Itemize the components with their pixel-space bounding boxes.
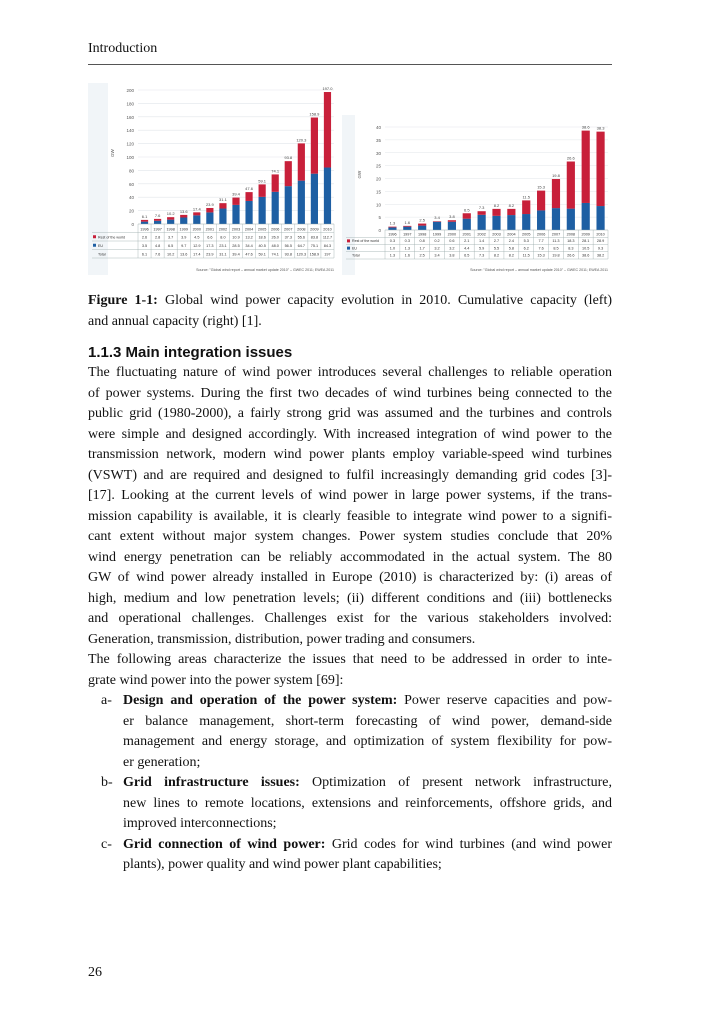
text-line: were simple and designed accordingly. With increased integration of wind power to the xyxy=(88,426,612,442)
text-line: GW of wind power already installed in Europe (2010) is characterized by: (i) areas of xyxy=(88,570,612,585)
table-cell: 3.9 xyxy=(181,235,187,240)
table-cell: 1.0 xyxy=(389,246,396,251)
table-cell: 47.6 xyxy=(245,252,253,257)
table-cell: 15.3 xyxy=(537,253,545,258)
table-cell: 56.5 xyxy=(284,244,292,248)
x-tick-label: 2002 xyxy=(218,227,228,232)
legend-label: EU xyxy=(352,246,357,251)
table-cell: 7.6 xyxy=(538,246,544,251)
bar-rest-of-world xyxy=(552,179,560,208)
table-cell: 84.3 xyxy=(323,244,332,248)
bar-rest-of-world xyxy=(259,184,266,196)
text-line: wind energy penetration can be reliably accommodated in the actual system. The 80 xyxy=(88,549,612,565)
text-line: transmission network, modern wind power plants employ variable-speed wind turbines xyxy=(88,447,612,462)
bar-eu xyxy=(507,215,515,230)
legend-label: Total xyxy=(98,252,106,257)
bar-rest-of-world xyxy=(582,131,590,203)
annual-capacity-chart xyxy=(342,115,618,275)
text-line xyxy=(123,732,612,753)
bar-total-label: 19.8 xyxy=(552,173,560,179)
bar-rest-of-world xyxy=(324,92,331,168)
bar-total-label: 38.3 xyxy=(596,125,605,131)
list-item xyxy=(88,691,612,773)
table-cell: 7.3 xyxy=(478,253,485,258)
bar-eu xyxy=(141,222,148,224)
header-rule xyxy=(88,64,612,65)
table-cell: 8.5 xyxy=(553,246,559,251)
table-cell: 39.4 xyxy=(232,252,240,257)
bar-total-label: 59.1 xyxy=(258,178,267,184)
bar-total-label: 74.1 xyxy=(271,168,280,174)
bar-total-label: 158.9 xyxy=(309,111,320,117)
table-cell: 4.4 xyxy=(464,246,470,251)
text-line: grate wind power into the power system [69]: xyxy=(88,672,344,688)
table-cell: 1.4 xyxy=(478,239,485,243)
bar-eu xyxy=(298,181,305,224)
bar-total-label: 26.6 xyxy=(566,155,575,161)
chart-background xyxy=(355,115,618,275)
y-tick-label: 40 xyxy=(128,195,134,201)
bar-total-label: 8.2 xyxy=(493,202,500,208)
bar-eu xyxy=(285,186,292,224)
table-cell: 37.3 xyxy=(284,235,292,240)
table-cell: 2.5 xyxy=(419,253,425,258)
bar-eu xyxy=(403,227,411,230)
table-cell: 48.0 xyxy=(271,244,279,248)
x-tick-label: 2009 xyxy=(581,232,590,237)
bar-eu xyxy=(232,205,239,224)
table-cell: 6.5 xyxy=(464,253,470,258)
table-cell: 13.2 xyxy=(245,235,253,240)
y-tick-label: 180 xyxy=(126,101,134,107)
y-tick-label: 30 xyxy=(375,150,381,156)
bar-eu xyxy=(448,222,456,230)
y-tick-label: 40 xyxy=(375,125,381,130)
bar-rest-of-world xyxy=(433,221,441,222)
x-tick-label: 2004 xyxy=(244,227,254,232)
table-cell: 12.9 xyxy=(193,244,201,248)
table-cell: 112.7 xyxy=(322,235,333,240)
legend-swatch xyxy=(347,247,350,250)
x-tick-label: 2006 xyxy=(536,232,546,237)
x-tick-label: 2007 xyxy=(551,232,561,237)
text-line xyxy=(123,814,612,835)
x-tick-label: 1997 xyxy=(153,227,162,232)
table-cell: 2.8 xyxy=(154,235,161,240)
bar-rest-of-world xyxy=(403,226,411,227)
bar-rest-of-world xyxy=(272,174,279,191)
caption-label: Figure 1-1: xyxy=(88,293,158,308)
y-tick-label: 10 xyxy=(375,202,381,208)
bar-rest-of-world xyxy=(418,224,426,226)
x-tick-label: 2005 xyxy=(522,232,531,237)
bar-rest-of-world xyxy=(463,213,471,218)
x-tick-label: 2003 xyxy=(231,227,241,232)
table-cell: 23.9 xyxy=(206,252,214,257)
table-cell: 4.5 xyxy=(194,235,200,240)
section-heading: 1.1.3 Main integration issues xyxy=(88,344,293,361)
table-cell: 3.7 xyxy=(168,235,174,240)
y-tick-label: 160 xyxy=(126,114,134,120)
x-tick-label: 2001 xyxy=(462,232,471,237)
bar-total-label: 39.4 xyxy=(232,191,240,197)
list-item-title: Grid infrastructure issues: xyxy=(123,775,300,790)
bar-eu xyxy=(552,208,560,230)
table-cell: 17.3 xyxy=(206,244,214,248)
table-cell: 0.6 xyxy=(449,239,455,243)
bar-total-label: 1.3 xyxy=(389,220,396,226)
x-tick-label: 2002 xyxy=(477,232,486,237)
text-line xyxy=(123,753,612,774)
text-line: (VSWT) and are required and designed to fulfil increasingly demanding grid codes [3]- xyxy=(88,467,612,483)
bar-total-label: 13.6 xyxy=(179,208,188,214)
table-cell: 6.2 xyxy=(523,246,529,251)
table-cell: 3.2 xyxy=(434,246,440,251)
bar-eu xyxy=(522,214,530,230)
bar-total-label: 2.5 xyxy=(419,217,425,223)
bar-eu xyxy=(478,215,486,230)
x-tick-label: 1996 xyxy=(388,232,397,237)
table-cell: 4.8 xyxy=(154,244,161,248)
table-cell: 5.3 xyxy=(523,239,529,243)
body-text xyxy=(88,363,612,876)
bar-eu xyxy=(388,227,396,230)
list-item-text: Optimization of present network infrastructure, xyxy=(299,775,612,790)
bar-eu xyxy=(245,201,252,224)
table-cell: 28.9 xyxy=(596,239,605,243)
table-cell: 7.7 xyxy=(538,239,544,243)
legend-swatch xyxy=(93,244,96,247)
bar-rest-of-world xyxy=(567,162,575,209)
x-tick-label: 2000 xyxy=(447,232,457,237)
list-item-text: er balance management, short-term forecasting of wind power, demand-side xyxy=(123,713,612,729)
x-tick-label: 1999 xyxy=(432,232,442,237)
bar-total-label: 17.4 xyxy=(192,206,201,212)
bar-rest-of-world xyxy=(492,209,500,216)
table-cell: 13.6 xyxy=(180,252,188,257)
legend-label: Rest of the world xyxy=(352,239,379,243)
text-line: and operational challenges. Challenges exist for the various stakeholders involved: xyxy=(88,611,612,626)
x-tick-label: 2007 xyxy=(284,227,293,232)
bar-total-label: 47.6 xyxy=(245,186,253,192)
bar-rest-of-world xyxy=(388,227,396,228)
text-line: public grid (1980-2000), a fairly strong grid was assumed and the turbines and controls xyxy=(88,406,612,421)
page-number: 26 xyxy=(88,965,102,980)
bar-total-label: 197.0 xyxy=(322,86,333,92)
y-axis-label: GW xyxy=(357,170,362,179)
table-cell: 34.4 xyxy=(245,244,253,248)
y-tick-label: 100 xyxy=(126,155,134,160)
table-cell: 0.3 xyxy=(389,239,396,243)
table-cell: 59.1 xyxy=(258,252,266,257)
y-tick-label: 60 xyxy=(128,181,134,187)
bar-total-label: 3.4 xyxy=(434,215,440,221)
list-item-title: Grid connection of wind power: xyxy=(123,836,326,852)
figure-caption xyxy=(88,290,612,332)
table-cell: 93.8 xyxy=(284,252,292,257)
table-cell: 3.2 xyxy=(449,246,455,251)
table-cell: 120.3 xyxy=(296,252,307,257)
running-header: Introduction xyxy=(88,41,158,56)
y-tick-label: 20 xyxy=(128,208,134,214)
table-cell: 3.8 xyxy=(449,253,455,258)
bar-total-label: 11.5 xyxy=(522,194,530,200)
bar-eu xyxy=(259,197,266,224)
bar-rest-of-world xyxy=(180,215,187,218)
chart-source: Source: "Global wind report – annual market update 2010" – GWEC 2011; EWEA 2011 xyxy=(470,268,608,272)
list-marker: a- xyxy=(101,693,112,708)
table-cell: 6.6 xyxy=(207,235,213,240)
x-tick-label: 2003 xyxy=(492,232,501,237)
table-cell: 2.7 xyxy=(493,239,500,243)
bar-rest-of-world xyxy=(478,211,486,215)
bar-rest-of-world xyxy=(167,217,174,219)
text-line xyxy=(123,835,612,856)
bar-total-label: 3.8 xyxy=(449,214,455,220)
table-cell: 7.6 xyxy=(154,252,161,257)
x-tick-label: 2010 xyxy=(323,227,332,232)
text-line: mission capability is available, it is clearly feasible to integrate wind power to a signifi- xyxy=(88,508,612,524)
table-cell: 28.1 xyxy=(582,239,590,243)
table-cell: 74.1 xyxy=(271,252,279,257)
legend-label: EU xyxy=(98,244,103,248)
table-cell: 0.8 xyxy=(419,239,425,243)
bar-total-label: 10.2 xyxy=(166,211,175,217)
table-cell: 75.1 xyxy=(310,244,319,248)
list-item-text: management and energy storage, and optimization of system flexibility for pow- xyxy=(123,734,612,749)
bar-total-label: 31.1 xyxy=(219,197,227,203)
list-item-text: Grid codes for wind turbines (and wind power xyxy=(325,836,612,852)
x-tick-label: 2000 xyxy=(192,227,202,232)
y-tick-label: 140 xyxy=(126,128,134,134)
bar-rest-of-world xyxy=(448,220,456,222)
legend-label: Rest of the world xyxy=(98,235,125,240)
bar-rest-of-world xyxy=(298,143,305,180)
text-line: Generation, transmission, distribution, power trading and consumers. xyxy=(88,631,476,647)
bar-total-label: 93.8 xyxy=(284,155,293,161)
bar-eu xyxy=(167,220,174,224)
x-tick-label: 1997 xyxy=(403,232,412,237)
bar-eu xyxy=(154,221,161,224)
table-cell: 1.3 xyxy=(389,253,396,258)
bar-total-label: 1.6 xyxy=(404,219,411,225)
table-cell: 8.2 xyxy=(493,253,500,258)
bar-eu xyxy=(463,219,471,230)
bar-eu xyxy=(582,203,590,230)
table-cell: 5.5 xyxy=(493,246,500,251)
bar-eu xyxy=(596,206,604,230)
bar-rest-of-world xyxy=(206,208,213,212)
bar-total-label: 23.9 xyxy=(205,201,214,207)
table-cell: 26.0 xyxy=(271,235,279,240)
table-cell: 5.8 xyxy=(508,246,515,251)
x-tick-label: 2010 xyxy=(596,232,605,237)
bar-total-label: 7.6 xyxy=(154,212,161,218)
list-item-text: new lines to remote locations, extensions and reinforcements, offshore grids, and xyxy=(123,795,612,811)
bar-eu xyxy=(219,209,226,224)
text-line: The fluctuating nature of wind power introduces several challenges to reliable operation xyxy=(88,365,612,380)
x-tick-label: 1996 xyxy=(140,227,149,232)
bar-total-label: 8.2 xyxy=(508,202,515,208)
text-line xyxy=(123,855,612,876)
legend-swatch xyxy=(347,239,350,242)
bar-rest-of-world xyxy=(232,198,239,205)
table-cell: 10.5 xyxy=(582,246,590,251)
table-cell: 55.6 xyxy=(297,235,306,240)
table-cell: 2.1 xyxy=(464,239,470,243)
y-tick-label: 15 xyxy=(375,189,381,195)
x-tick-label: 2008 xyxy=(297,227,306,232)
bar-eu xyxy=(180,218,187,224)
table-cell: 18.3 xyxy=(567,239,575,243)
x-tick-label: 2006 xyxy=(270,227,280,232)
list-marker: b- xyxy=(101,775,113,790)
bar-rest-of-world xyxy=(596,132,604,206)
text-line xyxy=(123,773,612,794)
table-cell: 8.3 xyxy=(568,246,574,251)
y-tick-label: 120 xyxy=(126,141,134,147)
table-cell: 0.2 xyxy=(434,239,440,243)
table-cell: 6.5 xyxy=(168,244,174,248)
table-cell: 28.5 xyxy=(232,244,240,248)
x-tick-label: 2001 xyxy=(205,227,215,232)
table-cell: 8.0 xyxy=(220,235,226,240)
bar-eu xyxy=(206,212,213,224)
list-item-text: Power reserve capacities and pow- xyxy=(397,693,612,708)
text-line xyxy=(123,794,612,815)
bar-total-label: 6.1 xyxy=(141,213,148,219)
table-cell: 11.5 xyxy=(522,253,530,258)
bar-rest-of-world xyxy=(219,203,226,208)
table-cell: 64.7 xyxy=(297,244,306,248)
text-line: [17]. Looking at the current levels of wind power in large power systems, if the trans- xyxy=(88,488,612,503)
x-tick-label: 1998 xyxy=(166,227,175,232)
bar-rest-of-world xyxy=(311,118,318,174)
x-tick-label: 1999 xyxy=(179,227,188,232)
table-cell: 158.9 xyxy=(309,252,320,257)
table-cell: 5.9 xyxy=(478,246,485,251)
table-cell: 40.5 xyxy=(258,244,266,248)
caption-text: Global wind power capacity evolution in 2010. Cumulative capacity (left) xyxy=(157,293,613,308)
chart-source: Source: "Global wind report – annual market update 2010" – GWEC 2011; EWEA 2011 xyxy=(196,268,334,272)
table-cell: 197 xyxy=(324,252,331,257)
y-tick-label: 200 xyxy=(126,88,134,93)
x-tick-label: 2004 xyxy=(507,232,516,237)
legend-swatch xyxy=(93,235,96,238)
text-line: high, medium and low penetration levels; (ii) different conditions and (iii) bottlenecks xyxy=(88,590,612,606)
bar-rest-of-world xyxy=(537,191,545,211)
table-cell: 1.3 xyxy=(404,246,410,251)
list-item-text: plants), power quality and wind power plant capabilities; xyxy=(123,857,442,872)
bar-eu xyxy=(193,215,200,224)
y-axis-label: GW xyxy=(110,149,115,157)
table-cell: 1.6 xyxy=(404,253,410,258)
table-cell: 83.8 xyxy=(310,235,319,240)
bar-eu xyxy=(492,216,500,230)
table-cell: 10.2 xyxy=(166,252,175,257)
table-cell: 2.6 xyxy=(141,235,148,240)
table-cell: 26.6 xyxy=(567,253,575,258)
text-line: of power systems. During the first two decades of wind turbines being connected to the xyxy=(88,385,612,401)
table-cell: 6.1 xyxy=(141,252,148,257)
bar-rest-of-world xyxy=(154,219,161,221)
bar-eu xyxy=(272,192,279,224)
bar-rest-of-world xyxy=(507,209,515,215)
bar-total-label: 7.3 xyxy=(478,205,485,211)
y-tick-label: 0 xyxy=(378,228,381,233)
x-tick-label: 1998 xyxy=(417,232,427,237)
list-item xyxy=(88,835,612,876)
x-tick-label: 2009 xyxy=(310,227,319,232)
table-cell: 8.2 xyxy=(508,253,515,258)
list-item xyxy=(88,773,612,835)
table-cell: 11.3 xyxy=(552,239,560,243)
table-cell: 1.7 xyxy=(419,246,425,251)
y-tick-label: 0 xyxy=(131,222,134,227)
list-item-text: improved interconnections; xyxy=(123,816,277,831)
bar-rest-of-world xyxy=(522,200,530,214)
table-cell: 3.4 xyxy=(434,253,440,258)
y-tick-label: 25 xyxy=(375,163,381,169)
table-cell: 2.4 xyxy=(508,239,515,243)
table-cell: 0.3 xyxy=(404,239,410,243)
table-cell: 38.6 xyxy=(582,253,590,258)
bar-eu xyxy=(567,209,575,230)
legend-label: Total xyxy=(352,253,360,258)
bar-eu xyxy=(537,210,545,230)
bar-eu xyxy=(418,226,426,230)
table-cell: 38.2 xyxy=(596,253,605,258)
table-cell: 9.3 xyxy=(597,246,604,251)
list-item-text: er generation; xyxy=(123,754,201,770)
bar-rest-of-world xyxy=(141,220,148,222)
text-line: The following areas characterize the issues that need to be addressed in order to inte- xyxy=(88,652,612,667)
cumulative-capacity-chart xyxy=(88,83,338,275)
table-cell: 19.8 xyxy=(552,253,560,258)
bar-eu xyxy=(433,222,441,230)
list-item-title: Design and operation of the power system: xyxy=(123,693,398,708)
bar-total-label: 15.3 xyxy=(537,184,545,190)
table-cell: 23.1 xyxy=(219,244,227,248)
y-tick-label: 5 xyxy=(378,215,381,221)
bar-total-label: 38.6 xyxy=(581,124,590,130)
table-cell: 18.6 xyxy=(258,235,266,240)
y-tick-label: 35 xyxy=(375,137,381,143)
text-line xyxy=(123,712,612,733)
bar-rest-of-world xyxy=(285,161,292,186)
x-tick-label: 2008 xyxy=(566,232,576,237)
y-tick-label: 20 xyxy=(375,176,381,182)
list-marker: c- xyxy=(101,836,112,852)
text-line xyxy=(123,691,612,712)
bar-eu xyxy=(324,168,331,224)
bar-rest-of-world xyxy=(193,212,200,215)
bar-rest-of-world xyxy=(245,192,252,201)
x-tick-label: 2005 xyxy=(257,227,267,232)
bar-total-label: 6.5 xyxy=(463,207,470,213)
bar-eu xyxy=(311,174,318,224)
table-cell: 31.1 xyxy=(219,252,227,257)
text-line: cant extent without major system changes. Power system studies conclude that 20% xyxy=(88,529,612,544)
table-cell: 3.5 xyxy=(141,244,148,248)
table-cell: 17.4 xyxy=(193,252,201,257)
y-tick-label: 80 xyxy=(128,168,134,174)
table-cell: 10.9 xyxy=(232,235,240,240)
bar-total-label: 120.3 xyxy=(296,137,307,143)
caption-text-line2: and annual capacity (right) [1]. xyxy=(88,314,262,329)
table-cell: 9.7 xyxy=(181,244,187,248)
